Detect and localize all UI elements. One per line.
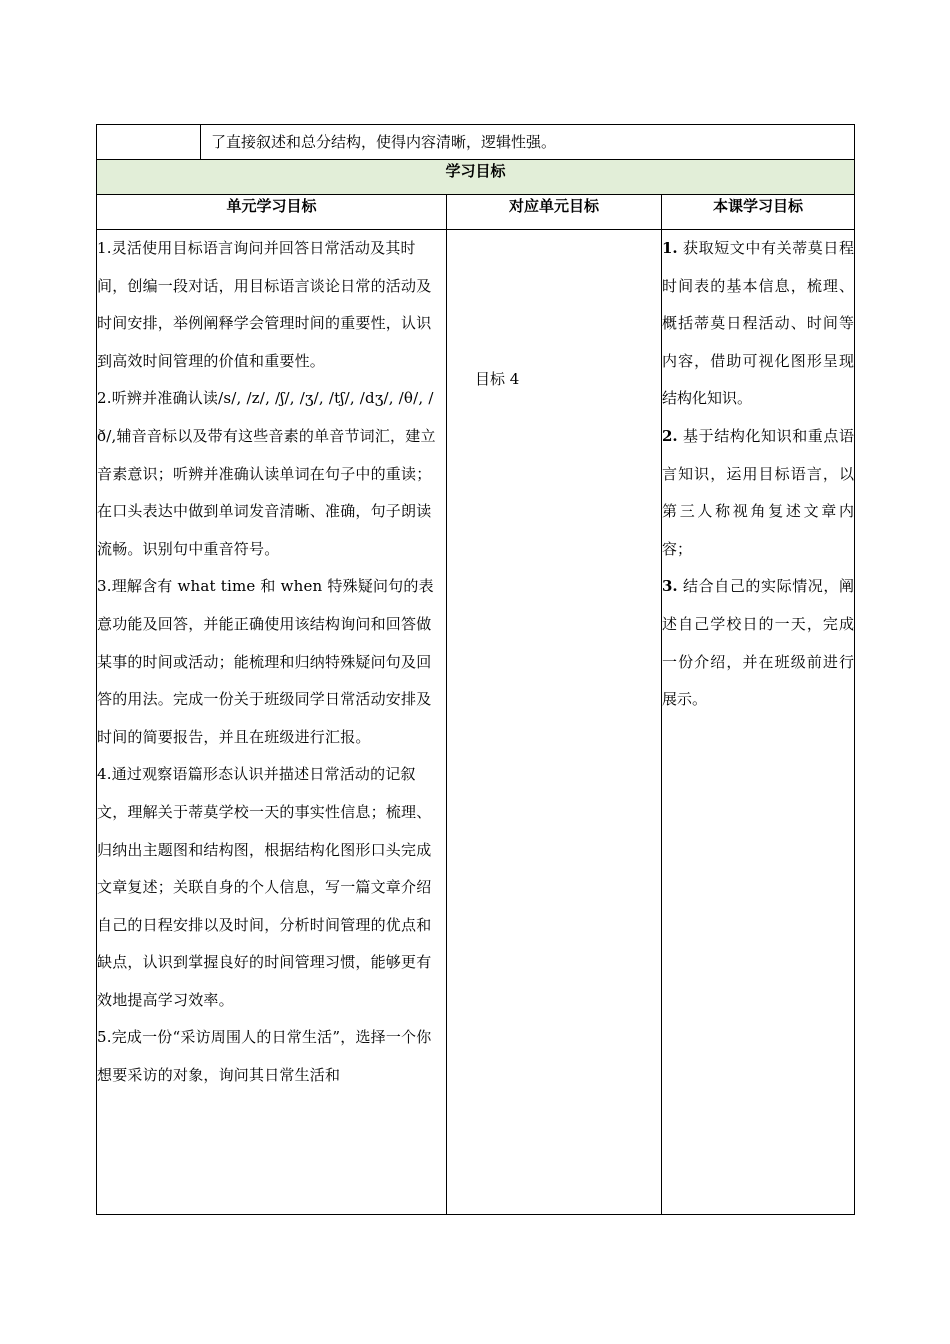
lesson-plan-table xyxy=(96,124,855,1215)
lesson-goal-3-text: 结合自己的实际情况，阐述自己学校日的一天，完成一份介绍，并在班级前进行展示。 xyxy=(662,577,855,709)
lesson-goal-1-text: 获取短文中有关蒂莫日程时间表的基本信息，梳理、概括蒂莫日程活动、时间等内容，借助可视化图形呈现结构化知识。 xyxy=(662,239,855,408)
lesson-goal-1-number: 1. xyxy=(662,239,678,257)
matching-goal-text: 目标 4 xyxy=(475,370,520,388)
unit-goal-5: 5.完成一份“采访周围人的日常生活”，选择一个你想要采访的对象，询问其日常生活和 xyxy=(97,1028,432,1085)
goals-row xyxy=(97,230,855,1215)
continued-label-cell xyxy=(97,125,201,160)
lesson-goal-3-number: 3. xyxy=(662,577,678,596)
unit-goals-cell xyxy=(97,230,447,1215)
section-header-row xyxy=(97,160,855,195)
column-header-row xyxy=(97,195,855,230)
unit-goal-1: 1.灵活使用目标语言询问并回答日常活动及其时间，创编一段对话，用目标语言谈论日常的活动及时间安排，举例阐释学会管理时间的重要性，认识到高效时间管理的价值和重要性。 xyxy=(97,239,432,370)
continued-text-cell xyxy=(201,125,855,160)
lesson-goal-1 xyxy=(662,230,854,418)
lesson-goal-3 xyxy=(662,568,854,718)
unit-goal-3: 3.理解含有 what time 和 when 特殊疑问句的表意功能及回答，并能正确使用该结构询问和回答做某事的时间或活动；能梳理和归纳特殊疑问句及回答的用法。完成一份关于班级同学日常活动安排及时间的简要报告，并且在班级进行汇报。 xyxy=(97,577,434,746)
header-lesson-goals: 本课学习目标 xyxy=(662,195,855,230)
matching-goal-cell xyxy=(447,230,662,1215)
lesson-goal-2-number: 2. xyxy=(662,426,678,445)
lesson-goal-2 xyxy=(662,418,854,568)
header-unit-goals: 单元学习目标 xyxy=(97,195,447,230)
unit-goal-4: 4.通过观察语篇形态认识并描述日常活动的记叙文，理解关于蒂莫学校一天的事实性信息；梳理、归纳出主题图和结构图，根据结构化图形口头完成文章复述；关联自身的个人信息，写一篇文章介绍自己的日程安排以及时间，分析时间管理的优点和缺点，认识到掌握良好的时间管理习惯，能够更有效地提高学习效率。 xyxy=(97,765,432,1009)
section-title: 学习目标 xyxy=(97,160,855,195)
unit-goal-2: 2.听辨并准确认读/s/, /z/, /ʃ/, /ʒ/, /tʃ/, /dʒ/, /θ/, /ð/,辅音音标以及带有这些音素的单音节词汇，建立音素意识；听辨并准确认读单词在句子中的重读；在口头表达中做到单词发音清晰、准确，句子朗读流畅。识别句中重音符号。 xyxy=(97,389,436,558)
continued-text: 了直接叙述和总分结构，使得内容清晰，逻辑性强。 xyxy=(211,133,557,151)
header-matching-goal: 对应单元目标 xyxy=(447,195,662,230)
lesson-goal-2-text: 基于结构化知识和重点语言知识，运用目标语言，以第三人称视角复述文章内容； xyxy=(662,426,855,558)
continued-row xyxy=(97,125,855,160)
lesson-goals-cell xyxy=(662,230,855,1215)
